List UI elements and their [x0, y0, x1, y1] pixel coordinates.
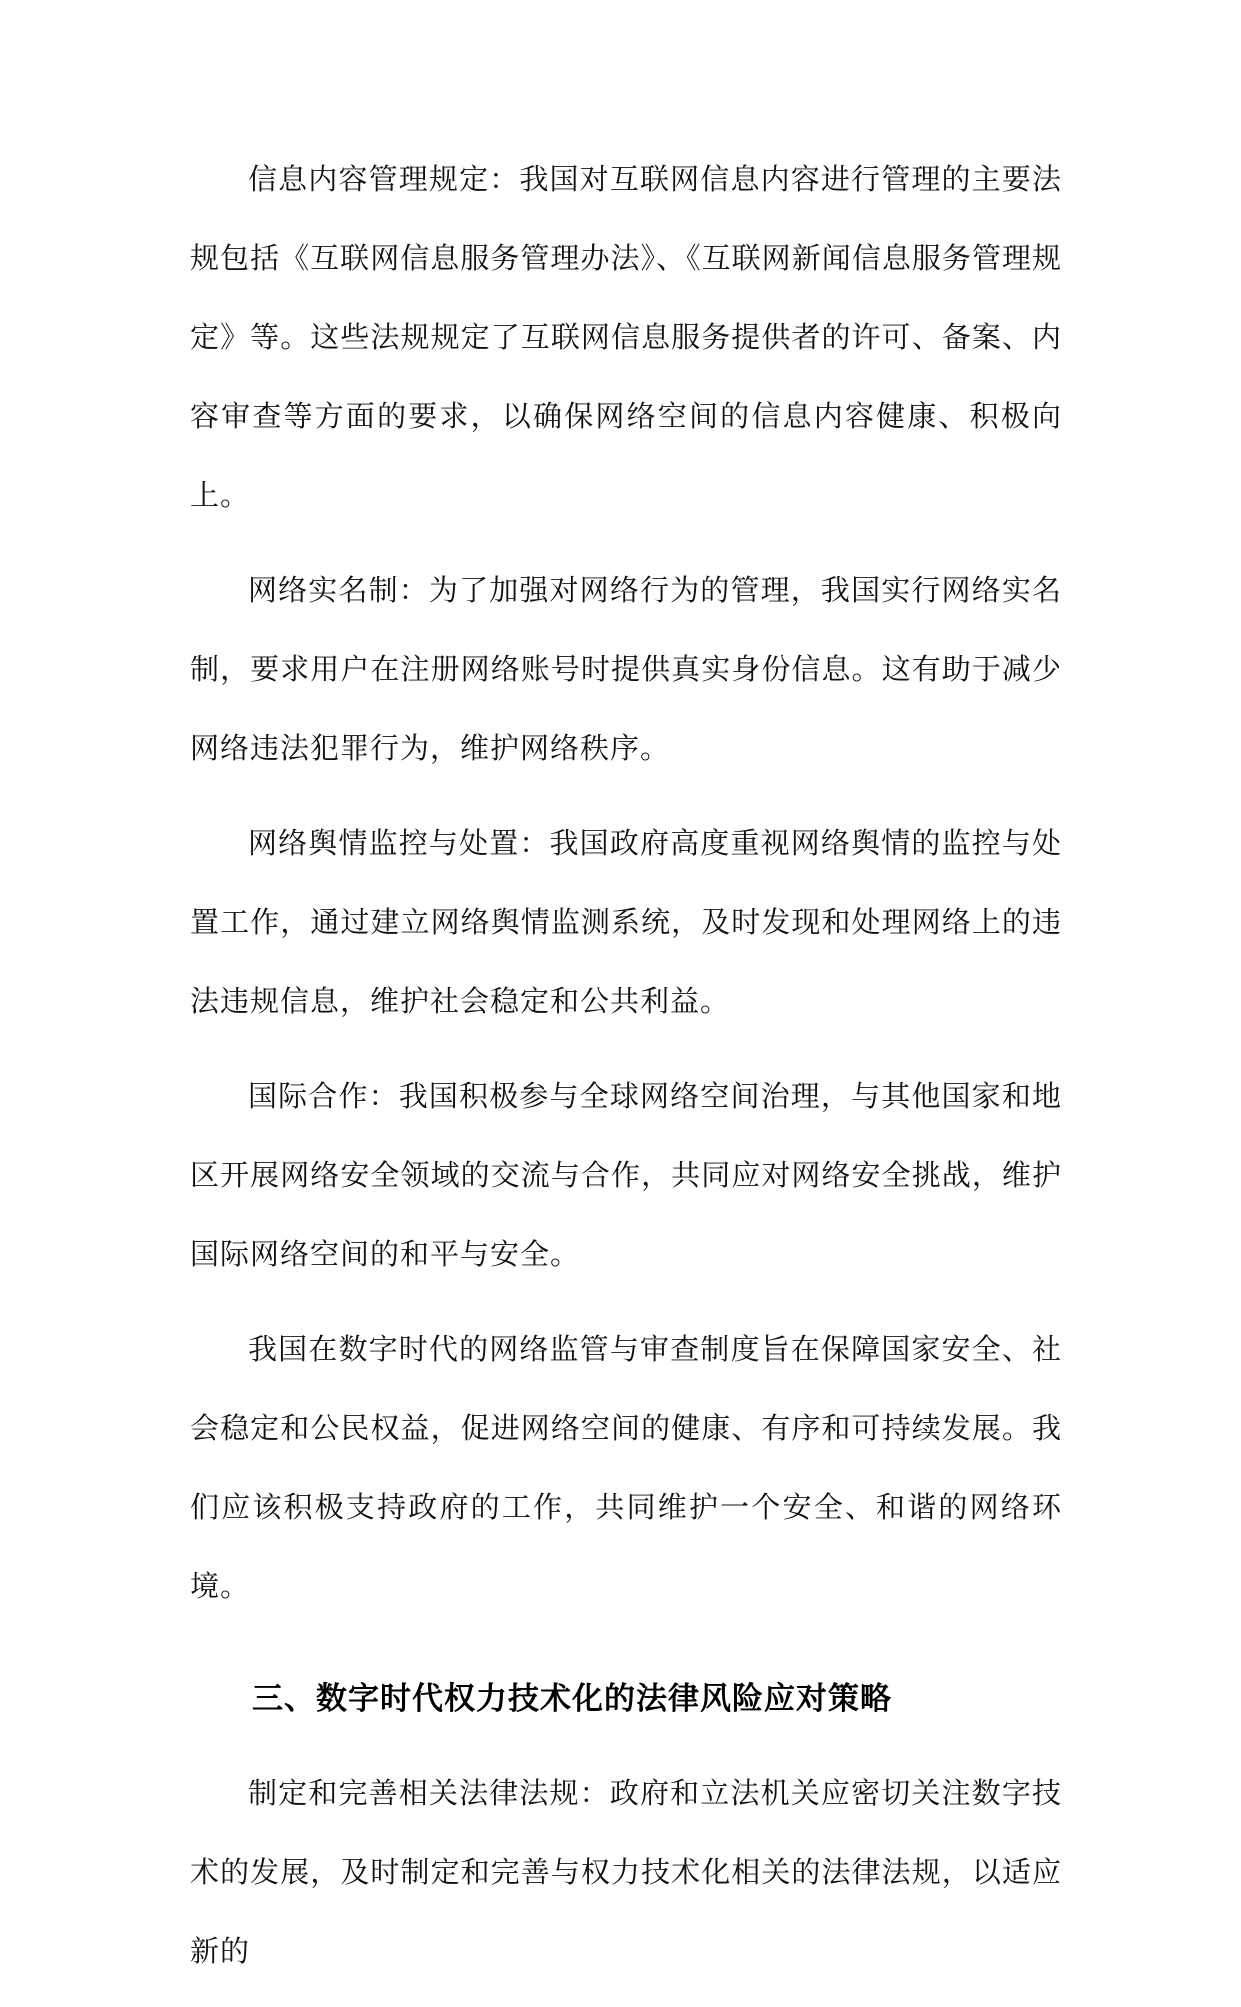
paragraph-real-name-system: 网络实名制：为了加强对网络行为的管理，我国实行网络实名制，要求用户在注册网络账号时提供真实身份信息。这有助于减少网络违法犯罪行为，维护网络秩序。 [190, 573, 1062, 765]
document-body [190, 140, 1062, 2007]
paragraph-info-content-rules: 信息内容管理规定：我国对互联网信息内容进行管理的主要法规包括《互联网信息服务管理办法》、《互联网新闻信息服务管理规定》等。这些法规规定了互联网信息服务提供者的许可、备案、内容审查等方面的要求，以确保网络空间的信息内容健康、积极向上。 [190, 162, 1062, 512]
paragraph-summary: 我国在数字时代的网络监管与审查制度旨在保障国家安全、社会稳定和公民权益，促进网络空间的健康、有序和可持续发展。我们应该积极支持政府的工作，共同维护一个安全、和谐的网络环境。 [190, 1332, 1062, 1603]
paragraph-laws-and-regulations: 制定和完善相关法律法规：政府和立法机关应密切关注数字技术的发展，及时制定和完善与权力技术化相关的法律法规，以适应新的 [190, 1776, 1062, 1968]
paragraph-international-cooperation: 国际合作：我国积极参与全球网络空间治理，与其他国家和地区开展网络安全领域的交流与合作，共同应对网络安全挑战，维护国际网络空间的和平与安全。 [190, 1079, 1062, 1271]
paragraph-public-opinion-monitoring: 网络舆情监控与处置：我国政府高度重视网络舆情的监控与处置工作，通过建立网络舆情监测系统，及时发现和处理网络上的违法违规信息，维护社会稳定和公共利益。 [190, 826, 1062, 1018]
section-heading: 三、数字时代权力技术化的法律风险应对策略 [252, 1681, 892, 1717]
